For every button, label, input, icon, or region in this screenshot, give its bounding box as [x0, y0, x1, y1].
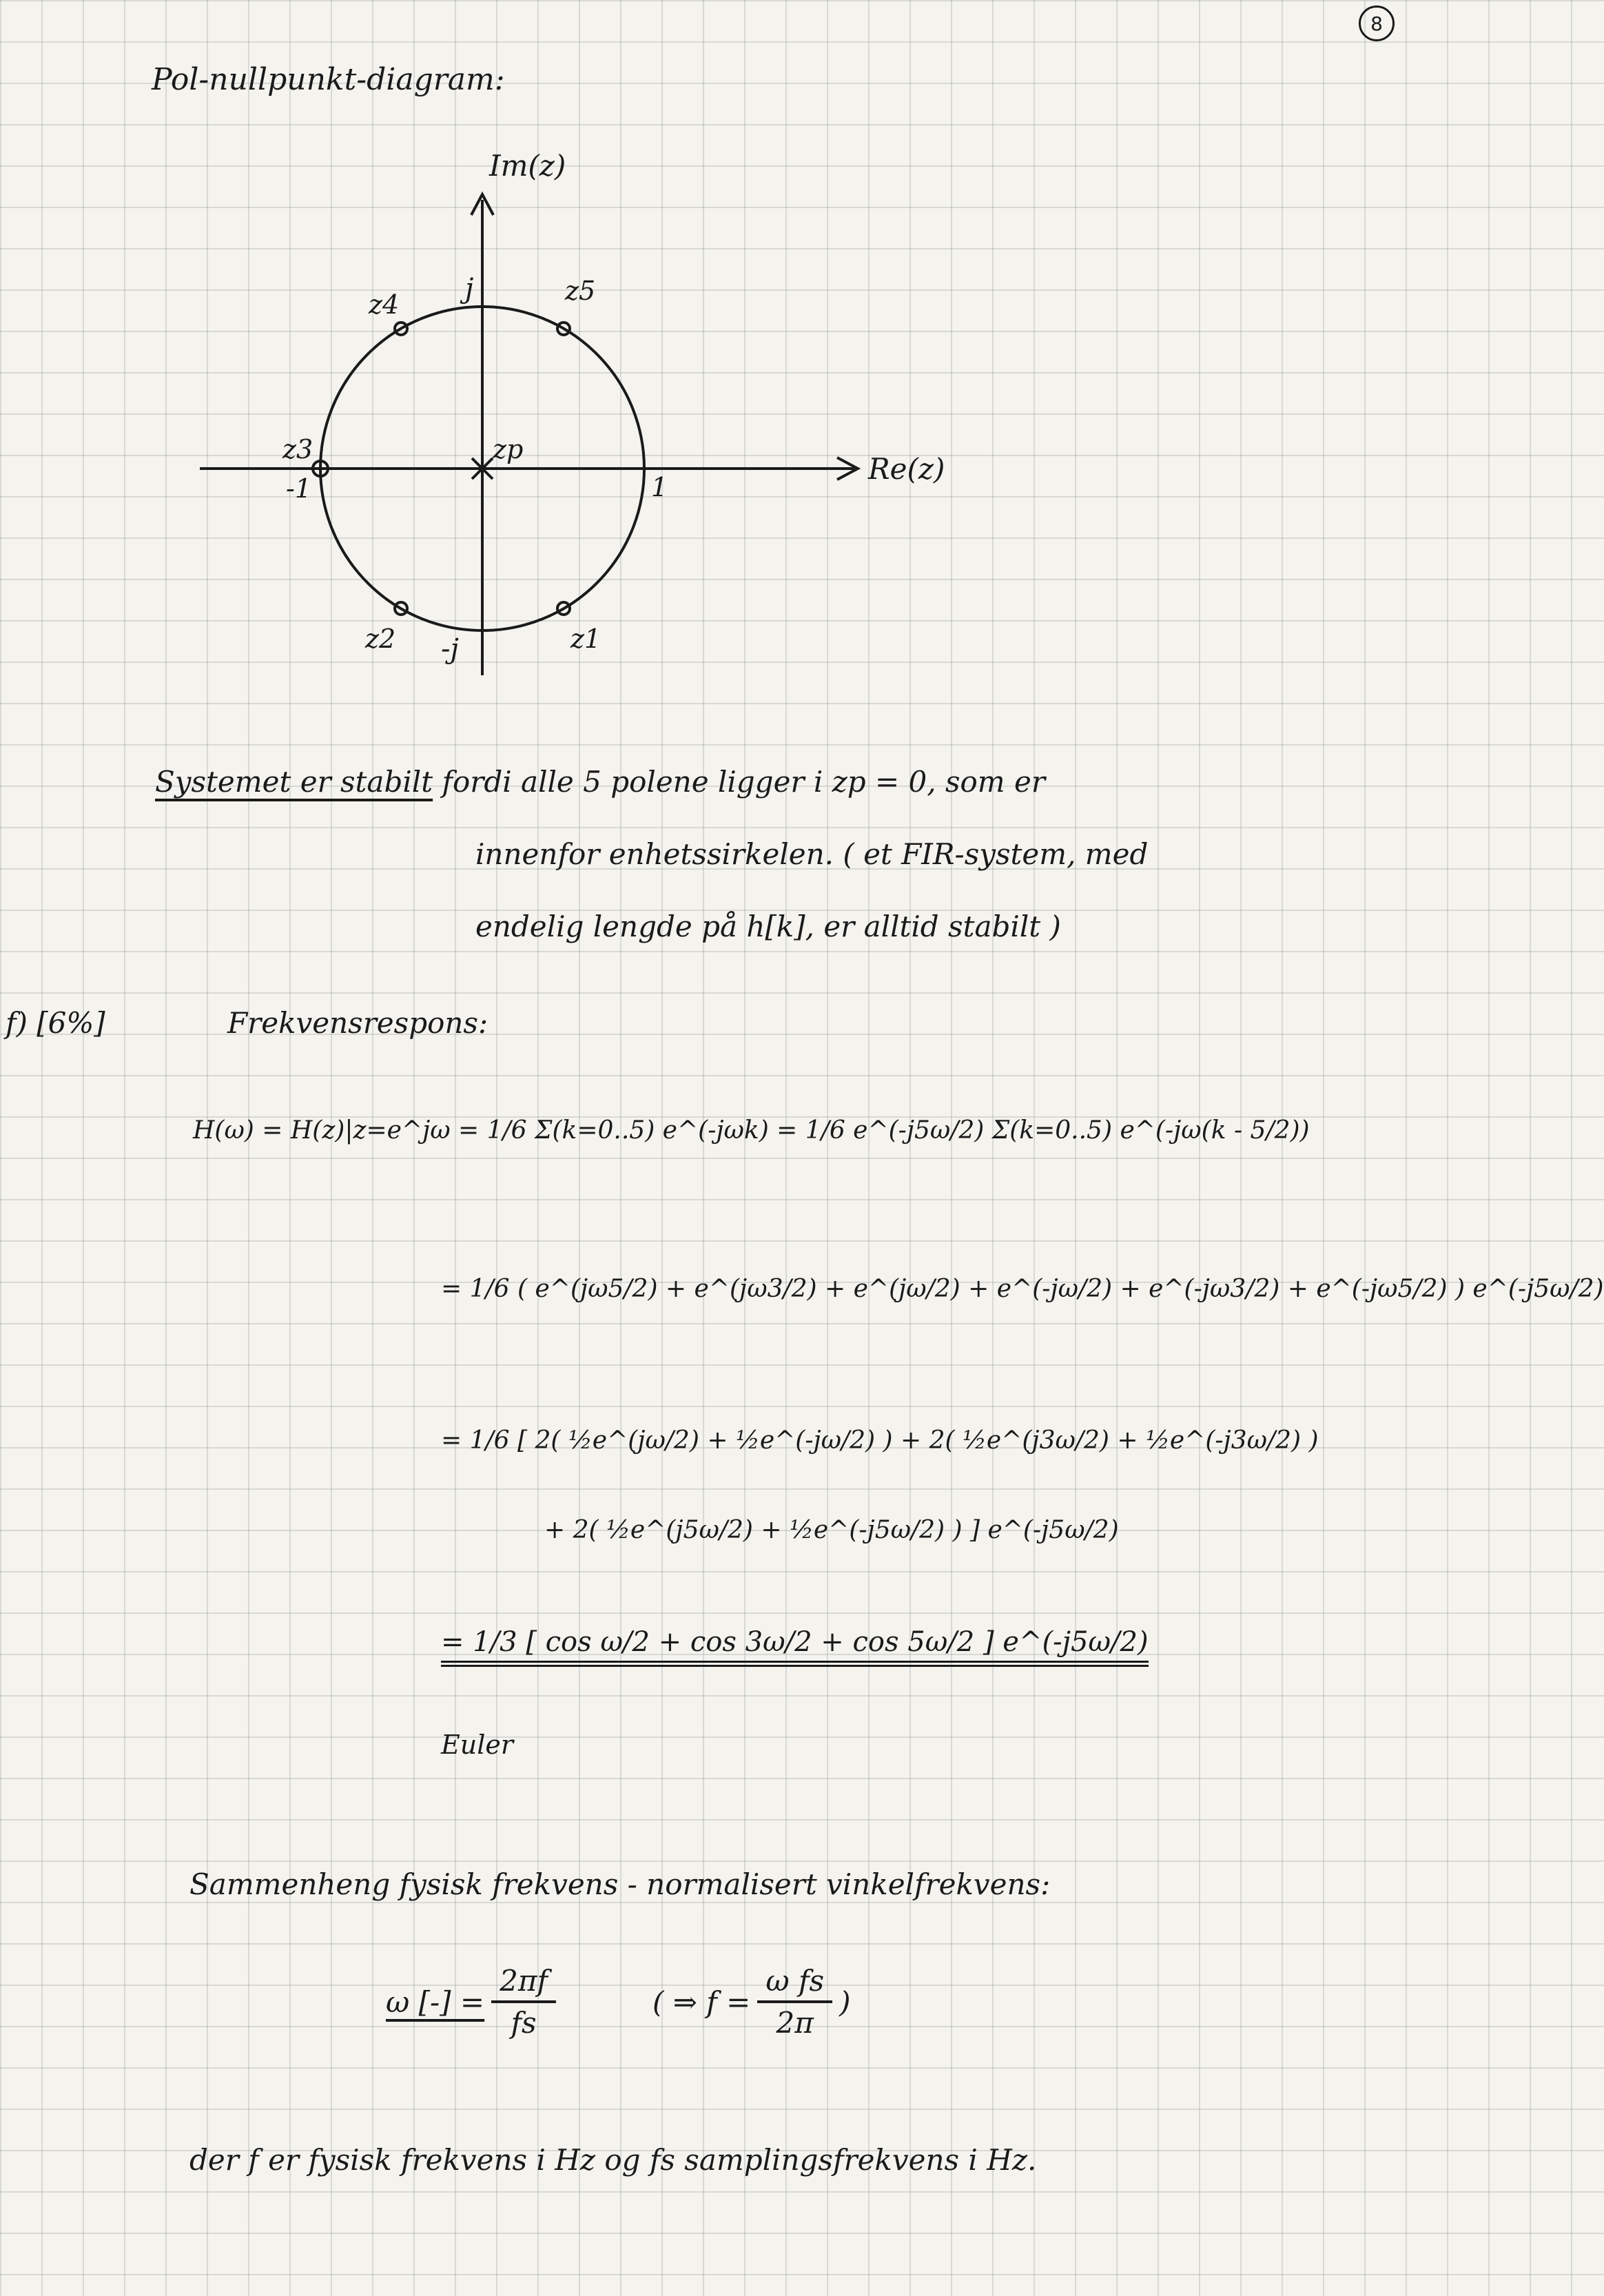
- page-number: 8: [1359, 6, 1395, 41]
- relation-lhs: ω [-] =: [386, 1985, 485, 2019]
- stability-line-3: endelig lengde på h[k], er alltid stabilt ): [475, 910, 1061, 943]
- label-minus-one: -1: [286, 473, 312, 504]
- section-title: Frekvensrespons:: [227, 1006, 489, 1040]
- relation-fraction: [491, 1964, 556, 2040]
- label-z5: z5: [565, 276, 596, 306]
- label-one: 1: [651, 472, 668, 502]
- section-label: f) [6%]: [6, 1006, 105, 1040]
- label-j: j: [465, 273, 474, 305]
- relation-denominator: fs: [511, 2006, 537, 2040]
- relation-title: Sammenheng fysisk frekvens - normalisert vinkelfrekvens:: [189, 1867, 1051, 1901]
- relation-equation: [386, 1964, 850, 2040]
- label-z4: z4: [369, 289, 400, 320]
- relation-explanation: der f er fysisk frekvens i Hz og fs samplingsfrekvens i Hz.: [189, 2143, 1037, 2177]
- euler-label: Euler: [441, 1730, 514, 1760]
- relation-numerator: 2πf: [491, 1964, 556, 2003]
- stability-line-1: fordi alle 5 polene ligger i zp = 0, som er: [442, 765, 1045, 799]
- implies-prefix: ( ⇒ f =: [652, 1985, 751, 2019]
- pole-zero-diagram: [193, 138, 1213, 675]
- eq-line-2: = 1/6 ( e^(jω5/2) + e^(jω3/2) + e^(jω/2) + e^(-jω/2) + e^(-jω3/2) + e^(-jω5/2) ) e^(-j5ω/2): [441, 1275, 1604, 1303]
- diagram-title: Pol-nullpunkt-diagram:: [152, 62, 505, 97]
- eq-result: = 1/3 [ cos ω/2 + cos 3ω/2 + cos 5ω/2 ] e^(-j5ω/2): [441, 1626, 1149, 1667]
- eq-line-1: H(ω) = H(z)|z=e^jω = 1/6 Σ(k=0..5) e^(-jωk) = 1/6 e^(-j5ω/2) Σ(k=0..5) e^(-jω(k - 5/2)): [193, 1116, 1310, 1145]
- stability-heading: Systemet er stabilt: [155, 765, 433, 799]
- implies-fraction: [757, 1964, 832, 2040]
- im-axis-label: Im(z): [489, 149, 566, 183]
- label-z2: z2: [365, 624, 396, 654]
- implies-numerator: ω fs: [757, 1964, 832, 2003]
- eq-line-3: = 1/6 [ 2( ½e^(jω/2) + ½e^(-jω/2) ) + 2( ½e^(j3ω/2) + ½e^(-j3ω/2) ): [441, 1426, 1319, 1455]
- label-z1: z1: [570, 624, 602, 654]
- label-zp: zp: [493, 434, 524, 464]
- eq-line-4: + 2( ½e^(j5ω/2) + ½e^(-j5ω/2) ) ] e^(-j5ω/2): [544, 1516, 1119, 1544]
- implies-denominator: 2π: [776, 2006, 814, 2040]
- stability-line-2: innenfor enhetssirkelen. ( et FIR-system, med: [475, 837, 1149, 871]
- re-axis-label: Re(z): [868, 452, 945, 486]
- implies-suffix: ): [839, 1985, 851, 2019]
- label-z3: z3: [282, 434, 313, 464]
- label-minus-j: -j: [441, 633, 459, 665]
